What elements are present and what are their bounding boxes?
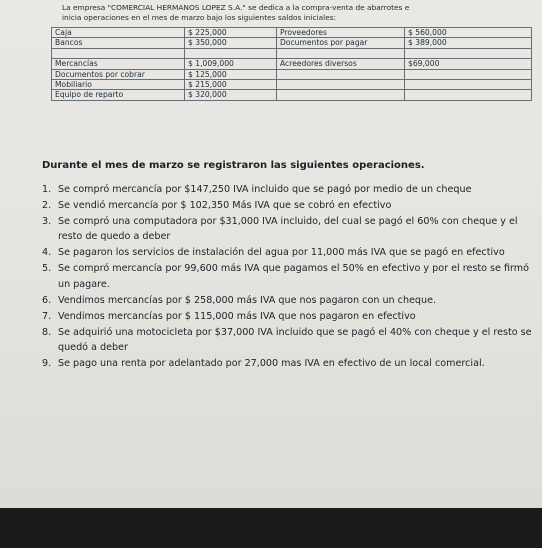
table-row — [52, 59, 532, 69]
account-name: Acreedores diversos — [277, 59, 405, 69]
account-amount: $ 1,009,000 — [185, 59, 277, 69]
item-number: 6. — [42, 294, 52, 306]
intro-line-1: La empresa "COMERCIAL HERMANOS LOPEZ S.A." se dedica a la compra-venta de abarrotes e — [62, 3, 410, 12]
account-name: Bancos — [52, 38, 185, 48]
item-number: 9. — [42, 358, 52, 370]
account-amount: $ 225,000 — [185, 28, 277, 38]
intro-line-2: inicia operaciones en el mes de marzo bajo los siguientes saldos iniciales: — [62, 12, 337, 22]
account-amount: $69,000 — [405, 59, 532, 69]
account-amount — [405, 90, 532, 100]
account-amount — [405, 69, 532, 79]
account-name — [52, 48, 185, 58]
account-amount: $ 215,000 — [185, 80, 277, 90]
account-amount: $ 350,000 — [185, 38, 277, 48]
list-item — [42, 198, 534, 213]
account-name — [277, 80, 405, 90]
account-name — [277, 90, 405, 100]
table-row — [52, 80, 532, 90]
item-number: 4. — [42, 247, 52, 259]
account-amount: $ 389,000 — [405, 38, 532, 48]
item-text: Se compró una computadora por $31,000 IVA incluido, del cual se pagó el 60% con cheque y el resto de quedo a deber — [58, 216, 518, 243]
item-number: 1. — [42, 184, 52, 195]
account-name: Caja — [52, 28, 185, 38]
list-item — [42, 309, 534, 324]
item-number: 8. — [42, 326, 52, 338]
table-row — [52, 38, 532, 48]
account-name — [277, 48, 405, 58]
account-name: Proveedores — [277, 28, 405, 38]
table-row — [52, 90, 532, 100]
initial-balances-table — [51, 27, 532, 101]
item-text: Se adquirió una motocicleta por $37,000 IVA incluido que se pagó el 40% con cheque y el resto se quedó a deber — [58, 326, 532, 353]
table-row — [52, 28, 532, 38]
account-amount — [405, 48, 532, 58]
list-item — [42, 214, 534, 244]
item-text: Vendimos mercancías por $ 258,000 más IVA que nos pagaron con un cheque. — [58, 294, 437, 306]
list-item — [42, 261, 534, 291]
list-item — [42, 245, 534, 260]
item-text: Se vendió mercancía por $ 102,350 Más IVA que se cobró en efectivo — [58, 200, 392, 212]
account-name: Documentos por pagar — [277, 38, 405, 48]
intro-paragraph — [62, 3, 532, 22]
list-item — [42, 182, 534, 197]
operations-heading: Durante el mes de marzo se registraron las siguientes operaciones. — [42, 160, 425, 171]
account-name — [277, 69, 405, 79]
operations-list — [42, 182, 534, 372]
account-name: Documentos por cobrar — [52, 69, 185, 79]
account-name: Mercancías — [52, 59, 185, 69]
list-item — [42, 325, 534, 355]
account-amount: $ 320,000 — [185, 90, 277, 100]
table-row — [52, 48, 532, 58]
item-text: Vendimos mercancías por $ 115,000 más IVA que nos pagaron en efectivo — [58, 310, 416, 322]
table-row — [52, 69, 532, 79]
list-item — [42, 293, 534, 308]
item-text: Se compró mercancía por $147,250 IVA incluido que se pagó por medio de un cheque — [58, 184, 472, 195]
item-number: 5. — [42, 263, 52, 275]
account-amount: $ 125,000 — [185, 69, 277, 79]
list-item — [42, 356, 534, 371]
item-number: 3. — [42, 216, 52, 228]
account-amount — [185, 48, 277, 58]
item-number: 7. — [42, 310, 52, 322]
item-text: Se pago una renta por adelantado por 27,000 mas IVA en efectivo de un local comercial. — [58, 358, 485, 370]
item-text: Se compró mercancía por 99,600 más IVA que pagamos el 50% en efectivo y por el resto se firmó un pagare. — [58, 263, 530, 290]
item-text: Se pagaron los servicios de instalación del agua por 11,000 más IVA que se pagó en efectivo — [58, 247, 505, 259]
account-name: Equipo de reparto — [52, 90, 185, 100]
account-amount: $ 560,000 — [405, 28, 532, 38]
item-number: 2. — [42, 200, 52, 212]
account-name: Mobiliario — [52, 80, 185, 90]
account-amount — [405, 80, 532, 90]
